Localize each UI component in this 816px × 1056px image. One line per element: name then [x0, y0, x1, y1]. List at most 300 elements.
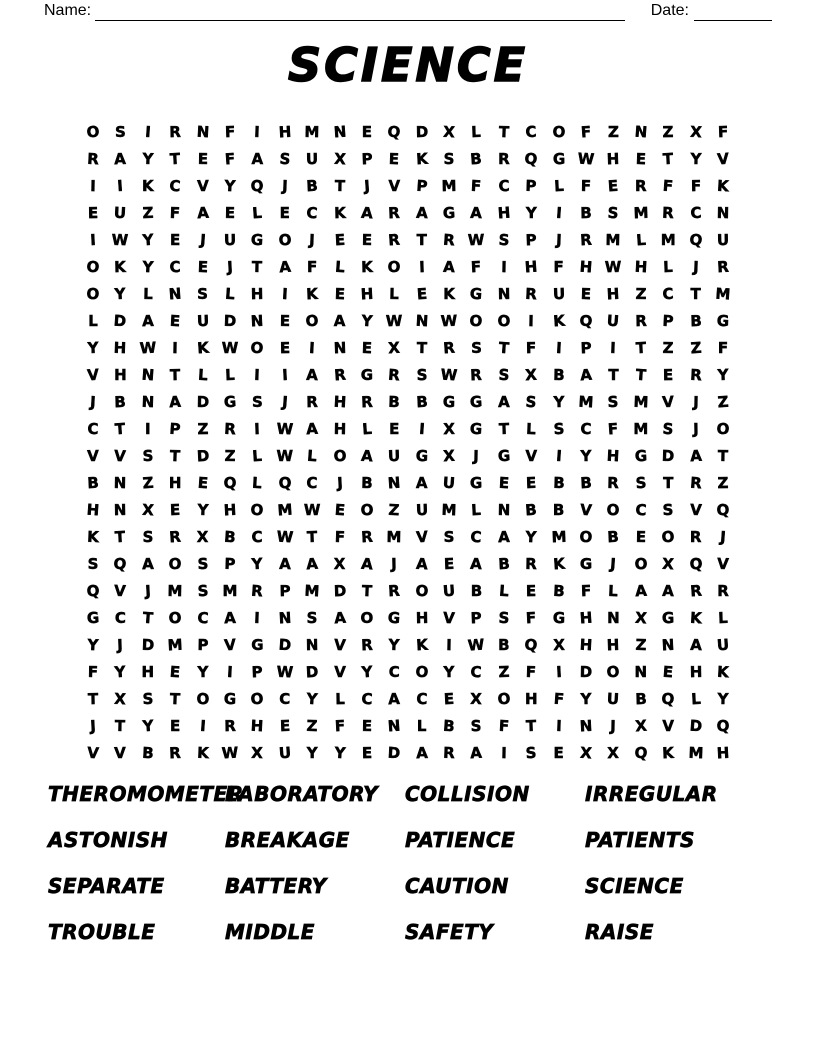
- grid-letter: L: [389, 284, 400, 303]
- grid-letter: O: [415, 581, 429, 600]
- grid-letter: R: [525, 554, 538, 573]
- grid-letter: J: [281, 176, 288, 195]
- grid-letter: M: [304, 122, 320, 141]
- grid-letter: R: [689, 581, 702, 600]
- grid-letter: G: [223, 689, 237, 708]
- grid-letter: W: [577, 149, 595, 168]
- grid-letter: E: [361, 743, 373, 762]
- grid-letter: I: [418, 419, 426, 438]
- grid-letter: V: [114, 446, 127, 465]
- grid-letter: Q: [524, 149, 539, 168]
- grid-letter: G: [415, 446, 429, 465]
- grid-letter: X: [661, 554, 675, 573]
- grid-letter: B: [470, 581, 483, 600]
- grid-letter: Z: [142, 203, 154, 222]
- grid-letter: T: [252, 257, 263, 276]
- grid-letter: S: [278, 149, 291, 168]
- grid-letter: N: [497, 284, 511, 303]
- grid-letter: U: [606, 311, 621, 330]
- grid-letter: J: [719, 527, 727, 546]
- grid-letter: O: [716, 419, 730, 438]
- grid-letter: T: [635, 338, 647, 357]
- grid-letter: I: [254, 419, 261, 438]
- grid-letter: J: [309, 230, 316, 249]
- grid-letter: Y: [306, 689, 319, 708]
- grid-letter: I: [254, 122, 261, 141]
- grid-letter: K: [552, 311, 566, 330]
- grid-letter: D: [387, 743, 401, 762]
- grid-letter: Q: [250, 176, 265, 195]
- grid-letter: T: [416, 230, 427, 249]
- grid-letter: N: [141, 392, 155, 411]
- grid-letter: G: [552, 149, 565, 168]
- grid-letter: T: [361, 581, 373, 600]
- grid-letter: Z: [635, 635, 647, 654]
- grid-row: [79, 523, 736, 550]
- grid-letter: B: [498, 635, 510, 654]
- grid-letter: H: [524, 689, 538, 708]
- grid-letter: H: [579, 257, 593, 276]
- grid-letter: J: [363, 176, 371, 195]
- grid-letter: R: [579, 230, 593, 249]
- grid-letter: L: [608, 581, 619, 600]
- grid-letter: E: [388, 149, 400, 168]
- grid-letter: B: [552, 473, 565, 492]
- grid-letter: R: [169, 743, 182, 762]
- grid-letter: A: [689, 635, 702, 654]
- grid-letter: S: [443, 527, 455, 546]
- grid-letter: J: [281, 392, 289, 411]
- grid-letter: S: [142, 446, 154, 465]
- grid-letter: Y: [114, 662, 127, 681]
- grid-letter: O: [360, 500, 374, 519]
- grid-letter: Q: [688, 230, 703, 249]
- grid-letter: W: [467, 634, 486, 655]
- grid-letter: T: [169, 365, 181, 384]
- grid-letter: A: [251, 149, 264, 168]
- grid-letter: R: [387, 365, 401, 384]
- grid-letter: T: [87, 689, 99, 708]
- grid-letter: H: [250, 284, 264, 303]
- grid-letter: V: [662, 716, 675, 735]
- grid-letter: I: [254, 365, 261, 384]
- grid-letter: T: [717, 446, 729, 465]
- grid-letter: O: [305, 311, 320, 330]
- grid-letter: H: [579, 635, 593, 654]
- grid-letter: F: [580, 176, 592, 195]
- grid-row: [79, 199, 736, 226]
- grid-letter: E: [197, 149, 208, 168]
- grid-letter: E: [169, 311, 181, 330]
- worksheet-header: [44, 2, 772, 21]
- grid-letter: B: [580, 203, 592, 222]
- grid-letter: S: [416, 365, 428, 384]
- grid-row: [79, 307, 736, 334]
- grid-letter: J: [610, 716, 617, 735]
- grid-letter: U: [442, 581, 456, 600]
- grid-letter: E: [170, 230, 181, 249]
- grid-letter: F: [525, 338, 537, 357]
- grid-letter: V: [661, 392, 675, 411]
- grid-letter: M: [714, 284, 732, 303]
- grid-letter: B: [442, 716, 456, 735]
- grid-letter: C: [388, 662, 400, 681]
- grid-letter: T: [306, 527, 318, 546]
- grid-letter: Z: [717, 473, 729, 492]
- grid-letter: M: [386, 527, 402, 546]
- grid-letter: J: [692, 257, 699, 276]
- grid-letter: U: [113, 203, 127, 222]
- grid-letter: I: [555, 338, 562, 357]
- grid-letter: N: [332, 338, 347, 357]
- grid-letter: N: [277, 608, 292, 627]
- grid-letter: F: [690, 176, 701, 195]
- grid-letter: R: [717, 581, 729, 600]
- grid-letter: J: [692, 419, 699, 438]
- grid-letter: P: [169, 419, 182, 438]
- grid-letter: V: [388, 176, 401, 195]
- grid-letter: P: [470, 608, 483, 627]
- grid-letter: A: [415, 743, 428, 762]
- grid-letter: T: [169, 446, 181, 465]
- grid-letter: X: [251, 743, 264, 762]
- grid-letter: V: [223, 635, 237, 654]
- grid-letter: F: [580, 581, 592, 600]
- grid-letter: P: [196, 635, 209, 654]
- grid-letter: E: [635, 149, 647, 168]
- grid-letter: O: [86, 122, 101, 141]
- grid-letter: L: [334, 257, 345, 276]
- grid-letter: D: [332, 581, 347, 600]
- grid-letter: O: [552, 122, 566, 141]
- grid-letter: Z: [607, 122, 619, 141]
- grid-letter: B: [689, 311, 702, 330]
- grid-letter: O: [168, 554, 183, 573]
- grid-letter: W: [276, 419, 294, 438]
- grid-row: [79, 496, 736, 523]
- grid-letter: M: [167, 635, 184, 654]
- grid-letter: L: [361, 419, 373, 438]
- grid-letter: I: [144, 419, 151, 438]
- grid-row: [79, 604, 736, 631]
- grid-letter: M: [660, 230, 676, 249]
- grid-letter: S: [197, 284, 208, 303]
- grid-letter: S: [196, 581, 209, 600]
- grid-letter: R: [689, 365, 702, 384]
- grid-letter: L: [635, 230, 647, 249]
- grid-letter: Y: [114, 284, 127, 303]
- grid-letter: E: [333, 230, 346, 249]
- grid-letter: R: [306, 392, 319, 411]
- grid-row: [79, 577, 736, 604]
- grid-letter: Y: [141, 716, 154, 735]
- grid-letter: R: [388, 203, 401, 222]
- grid-letter: Z: [689, 338, 702, 357]
- grid-letter: B: [141, 743, 154, 762]
- grid-letter: E: [333, 500, 346, 519]
- grid-letter: M: [605, 230, 622, 249]
- grid-letter: I: [610, 338, 617, 357]
- grid-letter: K: [443, 284, 455, 303]
- grid-letter: I: [144, 122, 152, 141]
- grid-letter: D: [305, 662, 319, 681]
- grid-letter: S: [634, 473, 647, 492]
- grid-letter: E: [525, 473, 537, 492]
- grid-letter: W: [221, 743, 239, 762]
- grid-letter: Q: [223, 473, 237, 492]
- grid-letter: E: [553, 743, 564, 762]
- grid-letter: O: [86, 284, 100, 303]
- grid-letter: H: [689, 662, 703, 681]
- grid-row: [79, 550, 736, 577]
- grid-letter: A: [278, 257, 292, 276]
- grid-letter: G: [634, 446, 648, 465]
- grid-letter: Y: [251, 554, 264, 573]
- grid-letter: G: [442, 203, 456, 222]
- grid-letter: C: [525, 122, 538, 141]
- grid-letter: C: [689, 203, 702, 222]
- word-list-item: COLLISION: [405, 782, 530, 806]
- grid-letter: O: [360, 608, 374, 627]
- grid-letter: G: [86, 608, 100, 627]
- grid-letter: V: [196, 176, 209, 195]
- grid-letter: M: [687, 743, 704, 762]
- grid-letter: R: [498, 149, 510, 168]
- grid-letter: A: [360, 554, 374, 573]
- grid-letter: O: [579, 527, 593, 546]
- grid-letter: Q: [661, 689, 675, 708]
- grid-letter: A: [223, 608, 237, 627]
- grid-letter: R: [442, 743, 456, 762]
- grid-letter: J: [555, 230, 562, 249]
- grid-letter: O: [332, 446, 347, 465]
- grid-letter: P: [224, 554, 236, 573]
- grid-letter: B: [524, 500, 538, 519]
- grid-letter: I: [555, 662, 562, 681]
- grid-letter: W: [385, 311, 403, 330]
- puzzle-title: SCIENCE: [287, 38, 529, 92]
- grid-letter: L: [526, 419, 537, 438]
- grid-letter: P: [525, 176, 538, 195]
- grid-letter: A: [415, 473, 428, 492]
- grid-letter: I: [89, 230, 97, 249]
- grid-letter: E: [361, 122, 373, 141]
- grid-letter: I: [555, 716, 562, 735]
- grid-letter: U: [196, 311, 209, 330]
- grid-letter: S: [552, 419, 565, 438]
- grid-letter: A: [196, 203, 209, 222]
- grid-letter: U: [552, 284, 566, 303]
- word-list-item: LABORATORY: [225, 782, 379, 806]
- grid-letter: Y: [360, 311, 373, 330]
- grid-letter: I: [555, 203, 563, 222]
- grid-letter: K: [114, 257, 127, 276]
- grid-letter: F: [717, 338, 729, 357]
- grid-letter: V: [86, 365, 100, 384]
- grid-letter: F: [470, 257, 483, 276]
- grid-letter: J: [199, 230, 206, 249]
- grid-letter: X: [443, 419, 456, 438]
- grid-letter: N: [305, 635, 319, 654]
- grid-letter: U: [278, 743, 292, 762]
- grid-letter: E: [662, 662, 674, 681]
- grid-letter: O: [634, 554, 648, 573]
- grid-letter: H: [415, 608, 429, 627]
- grid-letter: Q: [688, 554, 703, 573]
- grid-letter: D: [579, 662, 593, 681]
- grid-letter: C: [580, 419, 592, 438]
- grid-letter: B: [305, 176, 319, 195]
- grid-letter: N: [140, 365, 155, 384]
- grid-letter: N: [250, 311, 265, 330]
- grid-letter: R: [689, 473, 702, 492]
- grid-letter: M: [633, 203, 649, 222]
- grid-letter: J: [144, 581, 152, 600]
- grid-letter: O: [195, 689, 210, 708]
- grid-letter: M: [222, 581, 238, 600]
- grid-letter: T: [498, 419, 510, 438]
- grid-letter: M: [441, 176, 457, 195]
- grid-letter: T: [663, 473, 674, 492]
- grid-letter: V: [716, 149, 730, 168]
- grid-letter: J: [336, 473, 343, 492]
- grid-letter: A: [579, 365, 593, 384]
- grid-row: [79, 172, 736, 199]
- grid-letter: Z: [498, 662, 510, 681]
- grid-letter: L: [251, 446, 263, 465]
- grid-letter: O: [414, 662, 429, 681]
- grid-letter: Q: [387, 122, 402, 141]
- word-search-grid: [79, 118, 736, 766]
- grid-row: [79, 361, 736, 388]
- grid-letter: C: [306, 203, 319, 222]
- grid-letter: P: [415, 176, 428, 195]
- grid-letter: F: [498, 716, 510, 735]
- grid-letter: N: [579, 716, 593, 735]
- grid-row: [79, 226, 736, 253]
- grid-letter: S: [607, 392, 620, 411]
- grid-letter: S: [662, 419, 675, 438]
- grid-letter: Q: [579, 311, 593, 330]
- grid-letter: P: [361, 149, 373, 168]
- grid-letter: H: [496, 203, 511, 222]
- grid-letter: D: [223, 311, 237, 330]
- grid-letter: B: [415, 392, 428, 411]
- grid-letter: S: [443, 149, 455, 168]
- word-list-item: THEROMOMETER: [48, 782, 244, 806]
- grid-letter: Y: [141, 257, 154, 276]
- grid-letter: A: [168, 392, 182, 411]
- grid-letter: N: [113, 473, 127, 492]
- grid-letter: X: [634, 608, 648, 627]
- grid-letter: V: [87, 446, 99, 465]
- grid-letter: A: [141, 554, 154, 573]
- grid-letter: I: [199, 716, 206, 735]
- grid-letter: O: [250, 500, 264, 519]
- grid-row: [79, 253, 736, 280]
- word-list-item: PATIENCE: [405, 828, 516, 852]
- grid-row: [79, 631, 736, 658]
- grid-letter: N: [661, 635, 675, 654]
- word-list-item: PATIENTS: [585, 828, 695, 852]
- grid-letter: S: [471, 338, 482, 357]
- grid-letter: L: [416, 716, 427, 735]
- grid-row: [79, 712, 736, 739]
- grid-letter: R: [224, 716, 236, 735]
- grid-letter: J: [89, 716, 97, 735]
- grid-letter: T: [635, 365, 647, 384]
- grid-letter: B: [552, 365, 565, 384]
- grid-letter: G: [552, 608, 565, 627]
- grid-letter: R: [360, 392, 373, 411]
- grid-row: [79, 442, 736, 469]
- word-list-item: BREAKAGE: [225, 828, 350, 852]
- grid-letter: A: [360, 446, 374, 465]
- grid-letter: R: [662, 203, 675, 222]
- grid-letter: K: [716, 176, 730, 195]
- grid-letter: K: [196, 338, 209, 357]
- word-list-item: RAISE: [585, 920, 654, 944]
- grid-letter: P: [279, 581, 291, 600]
- grid-letter: E: [389, 419, 400, 438]
- grid-row: [79, 388, 736, 415]
- grid-letter: S: [498, 365, 510, 384]
- grid-letter: E: [334, 284, 345, 303]
- grid-letter: C: [498, 176, 510, 195]
- grid-letter: H: [332, 392, 347, 411]
- grid-letter: E: [635, 527, 647, 546]
- grid-letter: E: [415, 284, 428, 303]
- grid-letter: E: [224, 203, 236, 222]
- grid-letter: Q: [633, 743, 648, 762]
- grid-letter: E: [196, 473, 209, 492]
- grid-letter: E: [498, 473, 510, 492]
- grid-letter: T: [525, 716, 537, 735]
- grid-letter: O: [469, 311, 484, 330]
- grid-letter: S: [525, 743, 538, 762]
- grid-letter: Y: [360, 662, 373, 681]
- grid-letter: L: [553, 176, 564, 195]
- grid-letter: R: [168, 527, 182, 546]
- grid-letter: B: [470, 149, 483, 168]
- grid-letter: G: [251, 635, 264, 654]
- grid-letter: T: [498, 338, 510, 357]
- grid-letter: E: [580, 284, 592, 303]
- grid-letter: O: [86, 257, 101, 276]
- grid-letter: A: [662, 581, 675, 600]
- grid-letter: I: [446, 635, 453, 654]
- grid-letter: M: [633, 392, 649, 411]
- grid-letter: W: [111, 230, 129, 249]
- grid-letter: N: [634, 662, 648, 681]
- grid-letter: A: [305, 419, 319, 438]
- word-list-item: ASTONISH: [48, 828, 168, 852]
- grid-letter: D: [415, 122, 429, 141]
- grid-letter: O: [278, 230, 292, 249]
- grid-letter: T: [114, 527, 126, 546]
- grid-letter: V: [525, 446, 538, 465]
- grid-letter: C: [662, 284, 675, 303]
- grid-letter: J: [692, 392, 699, 411]
- grid-letter: B: [634, 689, 647, 708]
- grid-letter: A: [442, 257, 456, 276]
- grid-letter: Y: [717, 365, 729, 384]
- grid-letter: K: [415, 149, 428, 168]
- grid-letter: H: [716, 743, 730, 762]
- grid-letter: G: [497, 446, 511, 465]
- grid-letter: S: [525, 392, 538, 411]
- grid-letter: R: [223, 419, 237, 438]
